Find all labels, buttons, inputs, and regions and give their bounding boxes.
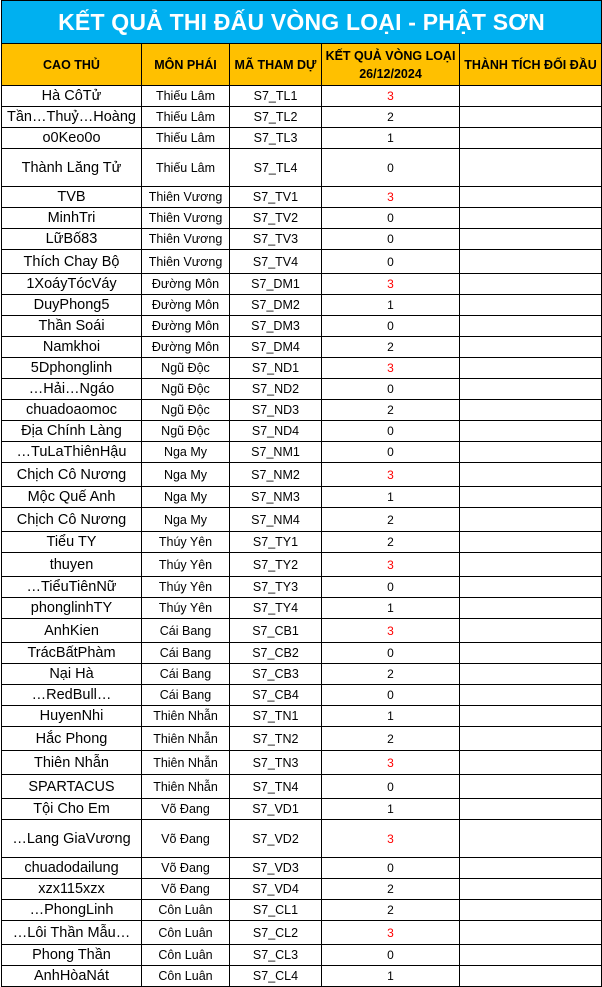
result-cell[interactable]: 0 (322, 442, 460, 463)
h2h-cell[interactable] (460, 921, 602, 945)
result-cell[interactable]: 2 (322, 107, 460, 128)
header-row (2, 44, 602, 86)
sect-cell[interactable]: Thiếu Lâm (142, 86, 230, 107)
sect-cell[interactable]: Ngũ Độc (142, 400, 230, 421)
h2h-cell[interactable] (460, 442, 602, 463)
sect-cell[interactable]: Võ Đang (142, 879, 230, 900)
player-cell[interactable]: …Lang GiaVương (2, 820, 142, 858)
sect-cell[interactable]: Thiên Vương (142, 250, 230, 274)
sect-cell[interactable]: Thiên Vương (142, 208, 230, 229)
result-cell[interactable]: 0 (322, 250, 460, 274)
result-cell[interactable]: 3 (322, 553, 460, 577)
result-cell[interactable]: 2 (322, 532, 460, 553)
result-cell[interactable]: 2 (322, 900, 460, 921)
h2h-cell[interactable] (460, 295, 602, 316)
code-cell[interactable]: S7_VD2 (230, 820, 322, 858)
sect-cell[interactable]: Đường Môn (142, 316, 230, 337)
player-cell[interactable]: TVB (2, 187, 142, 208)
sect-cell[interactable]: Thiên Nhẫn (142, 775, 230, 799)
sect-cell[interactable]: Đường Môn (142, 295, 230, 316)
code-cell[interactable]: S7_CB4 (230, 685, 322, 706)
result-cell[interactable]: 3 (322, 358, 460, 379)
result-cell[interactable]: 3 (322, 187, 460, 208)
code-cell[interactable]: S7_CB1 (230, 619, 322, 643)
code-cell[interactable]: S7_CB3 (230, 664, 322, 685)
h2h-cell[interactable] (460, 799, 602, 820)
sect-cell[interactable]: Côn Luân (142, 945, 230, 966)
code-cell[interactable]: S7_NM4 (230, 508, 322, 532)
table-row (2, 187, 602, 208)
table-row (2, 229, 602, 250)
player-cell[interactable]: MinhTri (2, 208, 142, 229)
sect-cell[interactable]: Côn Luân (142, 966, 230, 987)
h2h-cell[interactable] (460, 86, 602, 107)
table-row (2, 316, 602, 337)
player-cell[interactable]: thuyen (2, 553, 142, 577)
code-cell[interactable]: S7_DM4 (230, 337, 322, 358)
player-cell[interactable]: phonglinhTY (2, 598, 142, 619)
sect-cell[interactable]: Nga My (142, 463, 230, 487)
code-cell[interactable]: S7_NM1 (230, 442, 322, 463)
code-cell[interactable]: S7_TN4 (230, 775, 322, 799)
player-cell[interactable]: …Lôi Thần Mẫu… (2, 921, 142, 945)
result-cell[interactable]: 1 (322, 598, 460, 619)
player-cell[interactable]: Tần…Thuỷ…Hoàng (2, 107, 142, 128)
player-cell[interactable]: xzx115xzx (2, 879, 142, 900)
header-result-date: 26/12/2024 (359, 66, 422, 81)
table-row (2, 208, 602, 229)
table-row (2, 553, 602, 577)
h2h-cell[interactable] (460, 379, 602, 400)
sect-cell[interactable]: Thúy Yên (142, 553, 230, 577)
table-row (2, 751, 602, 775)
result-cell[interactable]: 0 (322, 379, 460, 400)
player-cell[interactable]: Địa Chính Làng (2, 421, 142, 442)
header-h2h[interactable]: THÀNH TÍCH ĐỐI ĐẦU (460, 44, 602, 86)
result-cell[interactable]: 3 (322, 274, 460, 295)
sect-cell[interactable]: Nga My (142, 442, 230, 463)
code-cell[interactable]: S7_DM3 (230, 316, 322, 337)
table-row (2, 128, 602, 149)
code-cell[interactable]: S7_TL3 (230, 128, 322, 149)
result-cell[interactable]: 2 (322, 337, 460, 358)
code-cell[interactable]: S7_ND4 (230, 421, 322, 442)
result-cell[interactable]: 0 (322, 149, 460, 187)
table-row (2, 966, 602, 987)
sect-cell[interactable]: Thiếu Lâm (142, 149, 230, 187)
table-row (2, 463, 602, 487)
code-cell[interactable]: S7_CL3 (230, 945, 322, 966)
table-row (2, 400, 602, 421)
player-cell[interactable]: …Hải…Ngáo (2, 379, 142, 400)
sect-cell[interactable]: Ngũ Độc (142, 379, 230, 400)
player-cell[interactable]: LữBố83 (2, 229, 142, 250)
player-cell[interactable]: AnhKien (2, 619, 142, 643)
h2h-cell[interactable] (460, 274, 602, 295)
player-cell[interactable]: Thần Soái (2, 316, 142, 337)
table-row (2, 107, 602, 128)
result-cell[interactable]: 3 (322, 820, 460, 858)
h2h-cell[interactable] (460, 664, 602, 685)
result-cell[interactable]: 0 (322, 577, 460, 598)
code-cell[interactable]: S7_TY4 (230, 598, 322, 619)
h2h-cell[interactable] (460, 107, 602, 128)
result-cell[interactable]: 1 (322, 799, 460, 820)
h2h-cell[interactable] (460, 316, 602, 337)
table-row (2, 643, 602, 664)
table-row (2, 250, 602, 274)
sect-cell[interactable]: Thúy Yên (142, 532, 230, 553)
h2h-cell[interactable] (460, 208, 602, 229)
code-cell[interactable]: S7_VD4 (230, 879, 322, 900)
result-cell[interactable]: 1 (322, 966, 460, 987)
result-cell[interactable]: 1 (322, 295, 460, 316)
h2h-cell[interactable] (460, 727, 602, 751)
sect-cell[interactable]: Thiếu Lâm (142, 128, 230, 149)
player-cell[interactable]: Hà CôTử (2, 86, 142, 107)
h2h-cell[interactable] (460, 250, 602, 274)
header-sect[interactable]: MÔN PHÁI (142, 44, 230, 86)
player-cell[interactable]: Tội Cho Em (2, 799, 142, 820)
result-cell[interactable]: 0 (322, 229, 460, 250)
h2h-cell[interactable] (460, 643, 602, 664)
code-cell[interactable]: S7_TL1 (230, 86, 322, 107)
header-code[interactable]: MÃ THAM DỰ (230, 44, 322, 86)
sect-cell[interactable]: Côn Luân (142, 921, 230, 945)
sect-cell[interactable]: Võ Đang (142, 799, 230, 820)
h2h-cell[interactable] (460, 751, 602, 775)
player-cell[interactable]: Hắc Phong (2, 727, 142, 751)
results-body (2, 86, 602, 987)
code-cell[interactable]: S7_TL4 (230, 149, 322, 187)
table-row (2, 442, 602, 463)
code-cell[interactable]: S7_TY1 (230, 532, 322, 553)
sect-cell[interactable]: Ngũ Độc (142, 358, 230, 379)
result-cell[interactable]: 2 (322, 400, 460, 421)
code-cell[interactable]: S7_DM2 (230, 295, 322, 316)
player-cell[interactable]: o0Keo0o (2, 128, 142, 149)
player-cell[interactable]: HuyenNhi (2, 706, 142, 727)
result-cell[interactable]: 2 (322, 879, 460, 900)
table-row (2, 421, 602, 442)
player-cell[interactable]: …TiểuTiênNữ (2, 577, 142, 598)
header-result-label: KẾT QUẢ VÒNG LOẠI (325, 48, 456, 63)
h2h-cell[interactable] (460, 820, 602, 858)
table-row (2, 879, 602, 900)
code-cell[interactable]: S7_TY3 (230, 577, 322, 598)
sect-cell[interactable]: Thúy Yên (142, 577, 230, 598)
results-table (1, 0, 602, 987)
h2h-cell[interactable] (460, 858, 602, 879)
player-cell[interactable]: chuadodailung (2, 858, 142, 879)
table-row (2, 598, 602, 619)
table-row (2, 337, 602, 358)
player-cell[interactable]: …PhongLinh (2, 900, 142, 921)
result-cell[interactable]: 3 (322, 463, 460, 487)
result-cell[interactable]: 0 (322, 685, 460, 706)
sect-cell[interactable]: Cái Bang (142, 643, 230, 664)
table-row (2, 945, 602, 966)
code-cell[interactable]: S7_ND3 (230, 400, 322, 421)
code-cell[interactable]: S7_TY2 (230, 553, 322, 577)
table-row (2, 900, 602, 921)
player-cell[interactable]: Phong Thần (2, 945, 142, 966)
code-cell[interactable]: S7_TN2 (230, 727, 322, 751)
h2h-cell[interactable] (460, 879, 602, 900)
table-row (2, 858, 602, 879)
sect-cell[interactable]: Nga My (142, 487, 230, 508)
table-row (2, 86, 602, 107)
result-cell[interactable]: 0 (322, 208, 460, 229)
header-player[interactable]: CAO THỦ (2, 44, 142, 86)
result-cell[interactable]: 0 (322, 945, 460, 966)
code-cell[interactable]: S7_CL4 (230, 966, 322, 987)
sect-cell[interactable]: Côn Luân (142, 900, 230, 921)
sect-cell[interactable]: Thiên Nhẫn (142, 706, 230, 727)
result-cell[interactable]: 0 (322, 421, 460, 442)
player-cell[interactable]: Tiểu TY (2, 532, 142, 553)
result-cell[interactable]: 2 (322, 727, 460, 751)
code-cell[interactable]: S7_ND1 (230, 358, 322, 379)
code-cell[interactable]: S7_TN1 (230, 706, 322, 727)
player-cell[interactable]: Namkhoi (2, 337, 142, 358)
h2h-cell[interactable] (460, 358, 602, 379)
player-cell[interactable]: DuyPhong5 (2, 295, 142, 316)
table-row (2, 799, 602, 820)
h2h-cell[interactable] (460, 532, 602, 553)
player-cell[interactable]: AnhHòaNát (2, 966, 142, 987)
h2h-cell[interactable] (460, 900, 602, 921)
table-row (2, 685, 602, 706)
player-cell[interactable]: chuadoaomoc (2, 400, 142, 421)
h2h-cell[interactable] (460, 187, 602, 208)
title-row (2, 1, 602, 44)
player-cell[interactable]: SPARTACUS (2, 775, 142, 799)
sect-cell[interactable]: Thiên Vương (142, 229, 230, 250)
h2h-cell[interactable] (460, 945, 602, 966)
sect-cell[interactable]: Cái Bang (142, 619, 230, 643)
player-cell[interactable]: Mộc Quế Anh (2, 487, 142, 508)
h2h-cell[interactable] (460, 553, 602, 577)
result-cell[interactable]: 3 (322, 86, 460, 107)
result-cell[interactable]: 2 (322, 664, 460, 685)
result-cell[interactable]: 0 (322, 858, 460, 879)
sect-cell[interactable]: Thiếu Lâm (142, 107, 230, 128)
code-cell[interactable]: S7_TL2 (230, 107, 322, 128)
player-cell[interactable]: Nại Hà (2, 664, 142, 685)
sect-cell[interactable]: Ngũ Độc (142, 421, 230, 442)
table-row (2, 619, 602, 643)
code-cell[interactable]: S7_TV2 (230, 208, 322, 229)
code-cell[interactable]: S7_TV4 (230, 250, 322, 274)
table-row (2, 508, 602, 532)
result-cell[interactable]: 3 (322, 921, 460, 945)
h2h-cell[interactable] (460, 598, 602, 619)
player-cell[interactable]: 5Dphonglinh (2, 358, 142, 379)
code-cell[interactable]: S7_CL2 (230, 921, 322, 945)
h2h-cell[interactable] (460, 149, 602, 187)
header-result[interactable] (322, 44, 460, 86)
result-cell[interactable]: 0 (322, 643, 460, 664)
table-row (2, 820, 602, 858)
table-row (2, 921, 602, 945)
table-row (2, 149, 602, 187)
h2h-cell[interactable] (460, 463, 602, 487)
h2h-cell[interactable] (460, 706, 602, 727)
h2h-cell[interactable] (460, 421, 602, 442)
code-cell[interactable]: S7_ND2 (230, 379, 322, 400)
code-cell[interactable]: S7_NM2 (230, 463, 322, 487)
result-cell[interactable]: 1 (322, 487, 460, 508)
table-row (2, 706, 602, 727)
code-cell[interactable]: S7_TV3 (230, 229, 322, 250)
table-row (2, 358, 602, 379)
code-cell[interactable]: S7_CL1 (230, 900, 322, 921)
player-cell[interactable]: Chịch Cô Nương (2, 463, 142, 487)
table-row (2, 577, 602, 598)
sect-cell[interactable]: Đường Môn (142, 274, 230, 295)
sect-cell[interactable]: Cái Bang (142, 664, 230, 685)
result-cell[interactable]: 3 (322, 751, 460, 775)
table-row (2, 379, 602, 400)
sect-cell[interactable]: Thiên Vương (142, 187, 230, 208)
code-cell[interactable]: S7_VD1 (230, 799, 322, 820)
h2h-cell[interactable] (460, 685, 602, 706)
table-row (2, 775, 602, 799)
table-row (2, 487, 602, 508)
result-cell[interactable]: 1 (322, 128, 460, 149)
h2h-cell[interactable] (460, 128, 602, 149)
sect-cell[interactable]: Võ Đang (142, 820, 230, 858)
h2h-cell[interactable] (460, 577, 602, 598)
player-cell[interactable]: Thích Chay Bộ (2, 250, 142, 274)
sect-cell[interactable]: Thiên Nhẫn (142, 751, 230, 775)
h2h-cell[interactable] (460, 400, 602, 421)
player-cell[interactable]: …RedBull… (2, 685, 142, 706)
sect-cell[interactable]: Võ Đang (142, 858, 230, 879)
table-row (2, 664, 602, 685)
code-cell[interactable]: S7_TN3 (230, 751, 322, 775)
h2h-cell[interactable] (460, 229, 602, 250)
result-cell[interactable]: 3 (322, 619, 460, 643)
h2h-cell[interactable] (460, 619, 602, 643)
player-cell[interactable]: Chịch Cô Nương (2, 508, 142, 532)
sect-cell[interactable]: Thúy Yên (142, 598, 230, 619)
code-cell[interactable]: S7_DM1 (230, 274, 322, 295)
sect-cell[interactable]: Đường Môn (142, 337, 230, 358)
table-row (2, 274, 602, 295)
result-cell[interactable]: 0 (322, 316, 460, 337)
table-row (2, 727, 602, 751)
table-row (2, 532, 602, 553)
player-cell[interactable]: …TuLaThiênHậu (2, 442, 142, 463)
h2h-cell[interactable] (460, 508, 602, 532)
code-cell[interactable]: S7_NM3 (230, 487, 322, 508)
result-cell[interactable]: 0 (322, 775, 460, 799)
player-cell[interactable]: Thiên Nhẫn (2, 751, 142, 775)
player-cell[interactable]: TrácBấtPhàm (2, 643, 142, 664)
h2h-cell[interactable] (460, 966, 602, 987)
code-cell[interactable]: S7_VD3 (230, 858, 322, 879)
code-cell[interactable]: S7_CB2 (230, 643, 322, 664)
h2h-cell[interactable] (460, 337, 602, 358)
player-cell[interactable]: Thành Lăng Tử (2, 149, 142, 187)
result-cell[interactable]: 1 (322, 706, 460, 727)
sheet-title[interactable]: KẾT QUẢ THI ĐẤU VÒNG LOẠI - PHẬT SƠN (2, 1, 602, 44)
table-row (2, 295, 602, 316)
h2h-cell[interactable] (460, 487, 602, 508)
result-cell[interactable]: 2 (322, 508, 460, 532)
sect-cell[interactable]: Nga My (142, 508, 230, 532)
sect-cell[interactable]: Cái Bang (142, 685, 230, 706)
player-cell[interactable]: 1XoáyTócVáy (2, 274, 142, 295)
code-cell[interactable]: S7_TV1 (230, 187, 322, 208)
sect-cell[interactable]: Thiên Nhẫn (142, 727, 230, 751)
h2h-cell[interactable] (460, 775, 602, 799)
